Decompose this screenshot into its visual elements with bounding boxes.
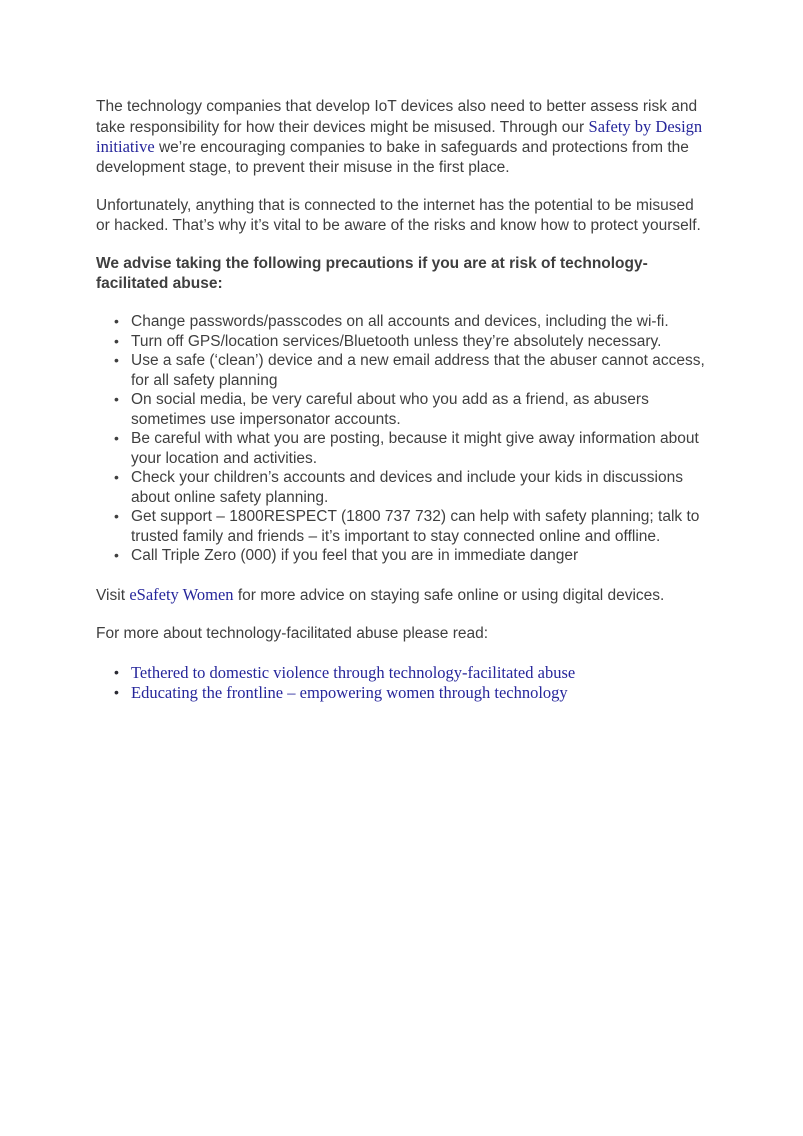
- paragraph-visit-esafety: [96, 585, 710, 606]
- list-item: [131, 663, 710, 684]
- paragraph-more-intro: For more about technology-facilitated abuse please read:: [96, 625, 489, 642]
- paragraph-iot-text-before: The technology companies that develop IoT devices also need to better assess risk and take responsibility for how their devices might be misused. Through our: [96, 98, 698, 136]
- document-content: [96, 97, 710, 723]
- safety-by-design-link[interactable]: Safety by Design initiative: [96, 116, 703, 156]
- list-item: • Be careful with what you are posting, because it might give away information about your location and activities.: [131, 429, 710, 468]
- list-item: • Get support – 1800RESPECT (1800 737 732) can help with safety planning; talk to trusted family and friends – it’s important to stay connected online and offline.: [131, 507, 710, 546]
- further-reading-list: [96, 663, 710, 704]
- esafety-women-link[interactable]: eSafety Women: [129, 584, 234, 604]
- precautions-heading: We advise taking the following precautions if you are at risk of technology-facilitated abuse:: [96, 255, 648, 292]
- tethered-domestic-violence-link[interactable]: Tethered to domestic violence through technology-facilitated abuse: [131, 662, 576, 682]
- educating-frontline-link[interactable]: Educating the frontline – empowering women through technology: [131, 683, 568, 702]
- list-item: [131, 683, 710, 704]
- visit-text-before: Visit: [96, 586, 130, 604]
- list-item: • Call Triple Zero (000) if you feel that you are in immediate danger: [131, 546, 710, 566]
- list-item: • Turn off GPS/location services/Bluetooth unless they’re absolutely necessary.: [131, 332, 710, 352]
- paragraph-iot-text-after: we’re encouraging companies to bake in safeguards and protections from the development stage, to prevent their misuse in the first place.: [96, 139, 689, 176]
- list-item: • Use a safe (‘clean’) device and a new email address that the abuser cannot access, for all safety planning: [131, 351, 710, 390]
- paragraph-iot-companies: [96, 97, 710, 177]
- precautions-list: [96, 312, 710, 566]
- list-item: • Check your children’s accounts and devices and include your kids in discussions about online safety planning.: [131, 468, 710, 507]
- list-item: • Change passwords/passcodes on all accounts and devices, including the wi-fi.: [131, 312, 710, 332]
- list-item: • On social media, be very careful about who you add as a friend, as abusers sometimes use impersonator accounts.: [131, 390, 710, 429]
- visit-text-after: for more advice on staying safe online or using digital devices.: [233, 586, 665, 604]
- paragraph-internet-risk: Unfortunately, anything that is connected to the internet has the potential to be misused or hacked. That’s why it’s vital to be aware of the risks and know how to protect yourself.: [96, 197, 701, 234]
